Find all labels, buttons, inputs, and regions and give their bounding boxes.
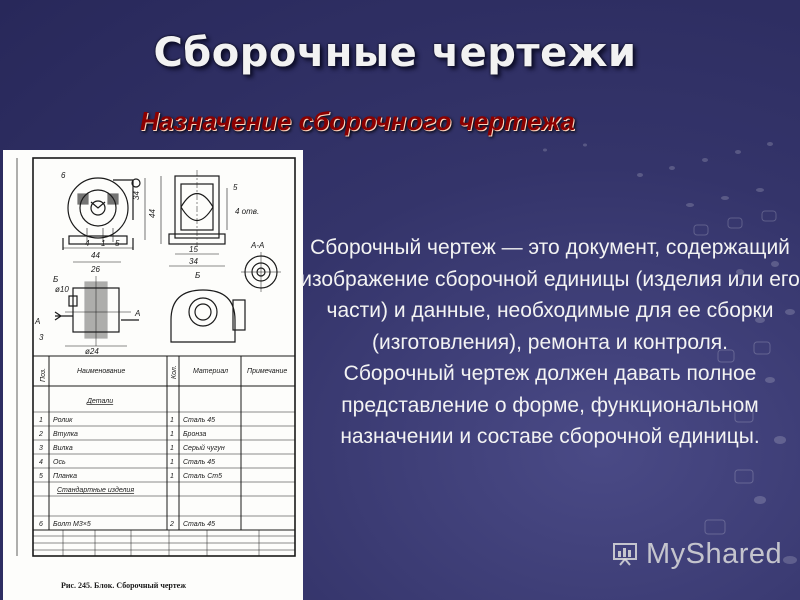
dim-label: Б (195, 271, 201, 280)
slide-body (300, 232, 800, 453)
table-cell: Вилка (53, 445, 73, 452)
table-cell: 1 (170, 431, 174, 438)
dim-label: 26 (91, 265, 100, 274)
table-cell: 2 (39, 431, 43, 438)
view-b (171, 290, 245, 342)
slide-title: Сборочные чертежи (153, 30, 637, 76)
main-view (63, 178, 145, 262)
dim-label: 4 (85, 239, 90, 248)
dim-label: 1 (101, 239, 106, 248)
watermark-text: MyShared (646, 538, 783, 570)
myshared-logo (612, 538, 792, 572)
dim-label: 44 (91, 251, 100, 260)
table-cell: 1 (170, 459, 174, 466)
dim-label: ø24 (85, 347, 99, 356)
assembly-drawing-svg (3, 150, 303, 600)
dim-label: А-А (251, 241, 265, 250)
dim-label: 3 (39, 333, 44, 342)
table-cell: 5 (39, 473, 43, 480)
table-header: Наименование (77, 368, 126, 375)
table-header: Поз. (40, 367, 47, 382)
table-section-label: Детали (87, 398, 114, 405)
table-cell: 1 (170, 417, 174, 424)
dim-label: 15 (189, 245, 198, 254)
table-cell: 1 (39, 417, 43, 424)
table-header: Материал (193, 368, 229, 375)
table-cell: Сталь 45 (183, 521, 215, 528)
table-cell: Ось (53, 459, 66, 466)
assembly-drawing (3, 150, 303, 600)
dim-label: ø10 (55, 285, 69, 294)
table-cell: Сталь 45 (183, 417, 215, 424)
table-header: Примечание (247, 368, 288, 375)
table-cell: 1 (170, 445, 174, 452)
table-cell: 6 (39, 521, 43, 528)
table-cell: Ролик (53, 417, 73, 424)
table-cell: Сталь 45 (183, 459, 215, 466)
table-cell: 1 (170, 473, 174, 480)
slide-subtitle: Назначение сборочного чертежа (140, 106, 575, 136)
table-header: Кол. (171, 365, 178, 379)
definition-paragraph: Сборочный чертеж — это документ, содержащий изображение сборочной единицы (изделия или его части) и данные, необходимые для ее сборки (изготовления), ремонта и контроля. (300, 236, 800, 354)
table-cell: Болт М3×5 (53, 521, 91, 528)
requirement-paragraph: Сборочный чертеж должен давать полное представление о форме, функциональном назначении и составе сборочной единицы. (340, 362, 760, 448)
dim-label: 44 (148, 209, 157, 218)
section-view-aa (241, 252, 281, 292)
table-cell: Бронза (183, 431, 207, 438)
dim-label: А (135, 309, 141, 318)
table-std-label: Стандартные изделия (57, 487, 135, 494)
dim-label: 6 (61, 171, 66, 180)
dim-label: 34 (132, 191, 141, 200)
dim-label: 34 (189, 257, 198, 266)
table-cell: 3 (39, 445, 43, 452)
dim-label: 5 (115, 239, 120, 248)
table-cell: 2 (170, 521, 174, 528)
drawing-caption: Рис. 245. Блок. Сборочный чертеж (61, 581, 187, 590)
dim-label: Б (53, 275, 59, 284)
presentation-board-icon (612, 542, 638, 566)
dim-label: 5 (233, 183, 238, 192)
dim-label: 4 отв. (235, 207, 260, 216)
table-cell: Серый чугун (183, 445, 225, 452)
table-cell: Планка (53, 473, 77, 480)
table-cell: Сталь Ст5 (183, 473, 222, 480)
drawing-frame (33, 158, 295, 556)
table-cell: 4 (39, 459, 43, 466)
dim-label: А (35, 317, 41, 326)
table-cell: Втулка (53, 431, 78, 438)
